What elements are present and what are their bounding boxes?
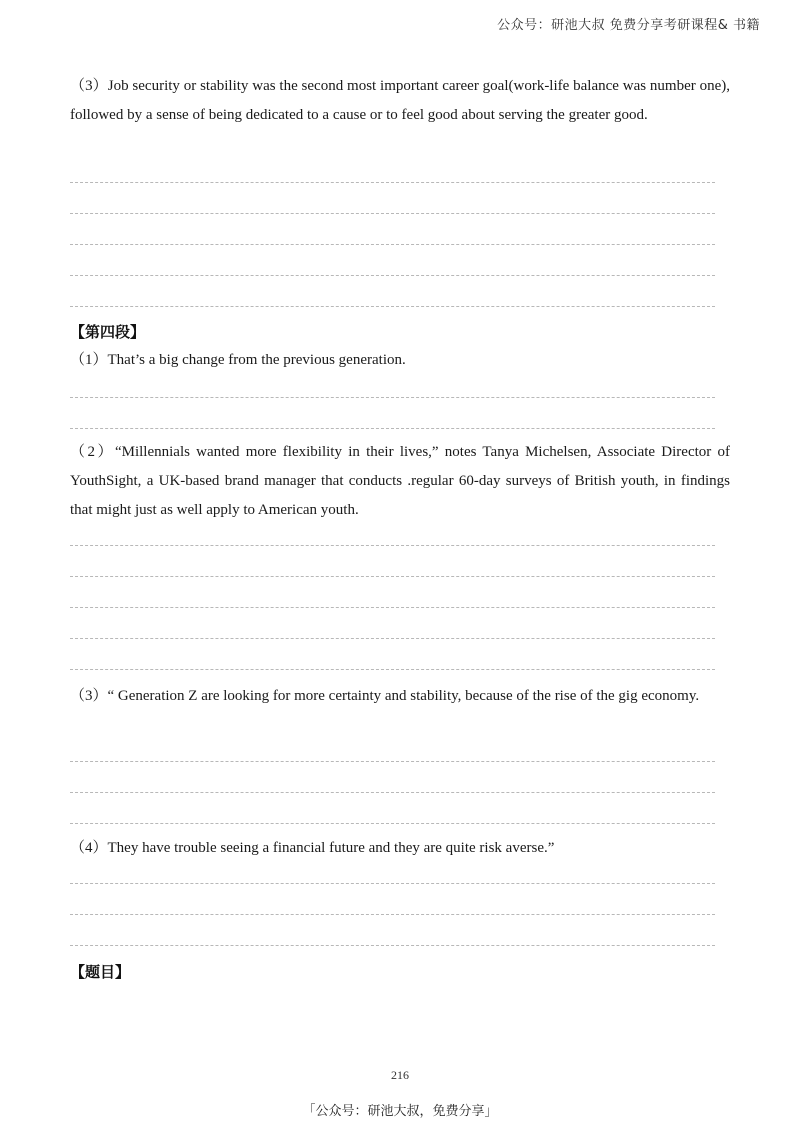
writing-line [70, 576, 715, 577]
writing-line [70, 914, 715, 915]
writing-line [70, 213, 715, 214]
writing-lines-5 [70, 883, 715, 976]
writing-line [70, 792, 715, 793]
writing-line [70, 761, 715, 762]
writing-line [70, 669, 715, 670]
writing-line [70, 275, 715, 276]
writing-line [70, 823, 715, 824]
paragraph-section4-item4: （4）They have trouble seeing a financial future and they are quite risk averse.” [70, 840, 555, 856]
writing-line [70, 428, 715, 429]
section-heading-4: 【第四段】 [70, 323, 146, 341]
writing-line [70, 945, 715, 946]
paragraph-section4-item3: （3）“ Generation Z are looking for more certainty and stability, because of the rise of the gig economy. [70, 688, 700, 704]
writing-line [70, 244, 715, 245]
header-note: 公众号：研池大叔 免费分享考研课程& 书籍 [497, 18, 760, 33]
page-number: 216 [391, 1068, 409, 1082]
writing-line [70, 638, 715, 639]
writing-lines-3 [70, 545, 715, 700]
paragraph-block1-item3: （3）Job security or stability was the second most important career goal(work-life balance was number one), followed by a sense of being dedicated to a cause or to feel good about serving the greater good. [70, 78, 730, 123]
writing-line [70, 607, 715, 608]
writing-line [70, 397, 715, 398]
paragraph-section4-item1: （1）That’s a big change from the previous generation. [70, 352, 406, 368]
writing-line [70, 545, 715, 546]
writing-lines-1 [70, 182, 715, 337]
writing-line [70, 306, 715, 307]
writing-line [70, 883, 715, 884]
paragraph-section4-item2: （2）“Millennials wanted more flexibility in their lives,” notes Tanya Michelsen, Associate Director of YouthSight, a UK-based brand manager that conducts .regular 60-day surveys of British youth, in findings that might just as well apply to American youth. [70, 444, 730, 518]
section-heading-topic: 【题目】 [70, 963, 131, 981]
footer-note: 「公众号：研池大叔，免费分享」 [302, 1104, 498, 1119]
writing-line [70, 182, 715, 183]
